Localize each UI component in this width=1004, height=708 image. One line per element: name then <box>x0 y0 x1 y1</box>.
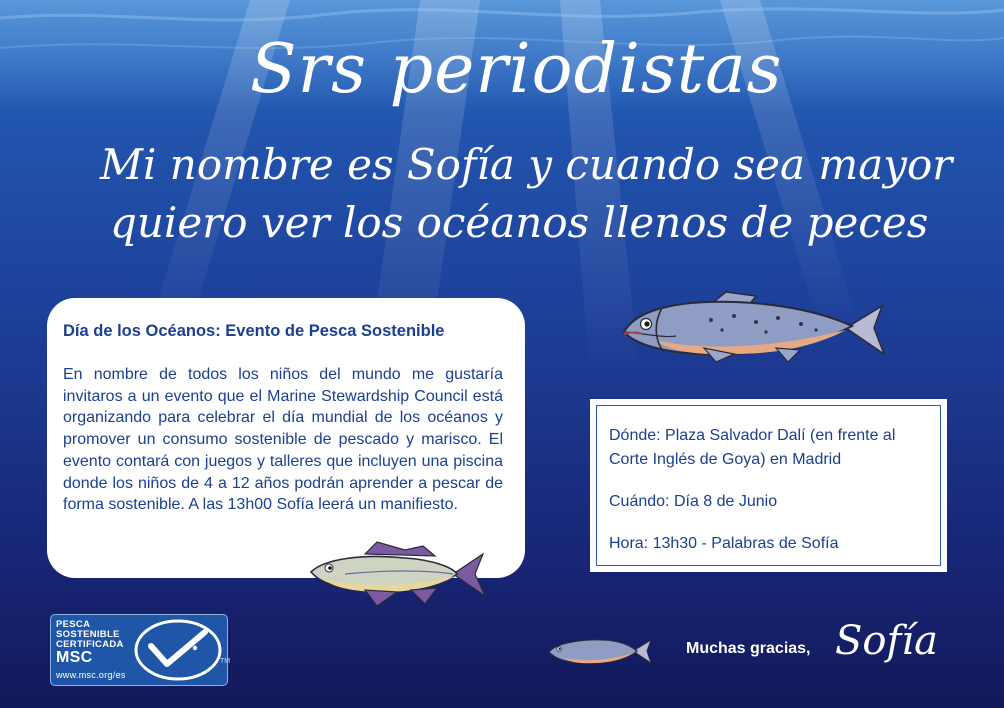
event-card <box>47 298 525 578</box>
msc-checkmark-fish-icon <box>133 618 223 682</box>
msc-label-line-1: PESCA <box>56 619 91 630</box>
intro-line-1: Mi nombre es Sofía y cuando sea mayor <box>100 140 953 189</box>
event-title: Día de los Océanos: Evento de Pesca Sostenible <box>63 322 445 340</box>
salmon-illustration <box>616 288 891 368</box>
event-time: Hora: 13h30 - Palabras de Sofía <box>609 535 839 552</box>
headline: Srs periodistas <box>250 30 783 109</box>
signature: Sofía <box>835 618 938 664</box>
msc-label-line-3: CERTIFICADA <box>56 639 124 650</box>
event-details-frame <box>596 405 941 566</box>
cod-illustration <box>305 540 487 610</box>
msc-label-line-2: SOSTENIBLE <box>56 629 120 640</box>
event-details-box <box>590 399 947 572</box>
event-location: Dónde: Plaza Salvador Dalí (en frente al Corte Inglés de Goya) en Madrid <box>609 427 896 468</box>
event-date: Cuándo: Día 8 de Junio <box>609 493 778 510</box>
small-salmon-illustration <box>545 634 653 668</box>
msc-trademark: TM <box>220 658 231 665</box>
intro-line-2: quiero ver los océanos llenos de peces <box>110 198 929 247</box>
msc-url: www.msc.org/es <box>56 670 126 680</box>
msc-abbreviation: MSC <box>56 649 93 666</box>
event-description: En nombre de todos los niños del mundo me gustaría invitaros a un evento que el Marine Stewardship Council está organizando para celebrar el día mundial de los océanos y promover un consumo sostenible de pescado y marisco. El evento contará con juegos y talleres que incluyen una piscina donde los niños de 4 a 12 años podrán aprender a pescar de forma sostenible. A las 13h00 Sofía leerá un manifiesto. <box>63 366 503 514</box>
thanks-message: Muchas gracias, <box>686 640 811 657</box>
msc-logo <box>50 614 231 686</box>
